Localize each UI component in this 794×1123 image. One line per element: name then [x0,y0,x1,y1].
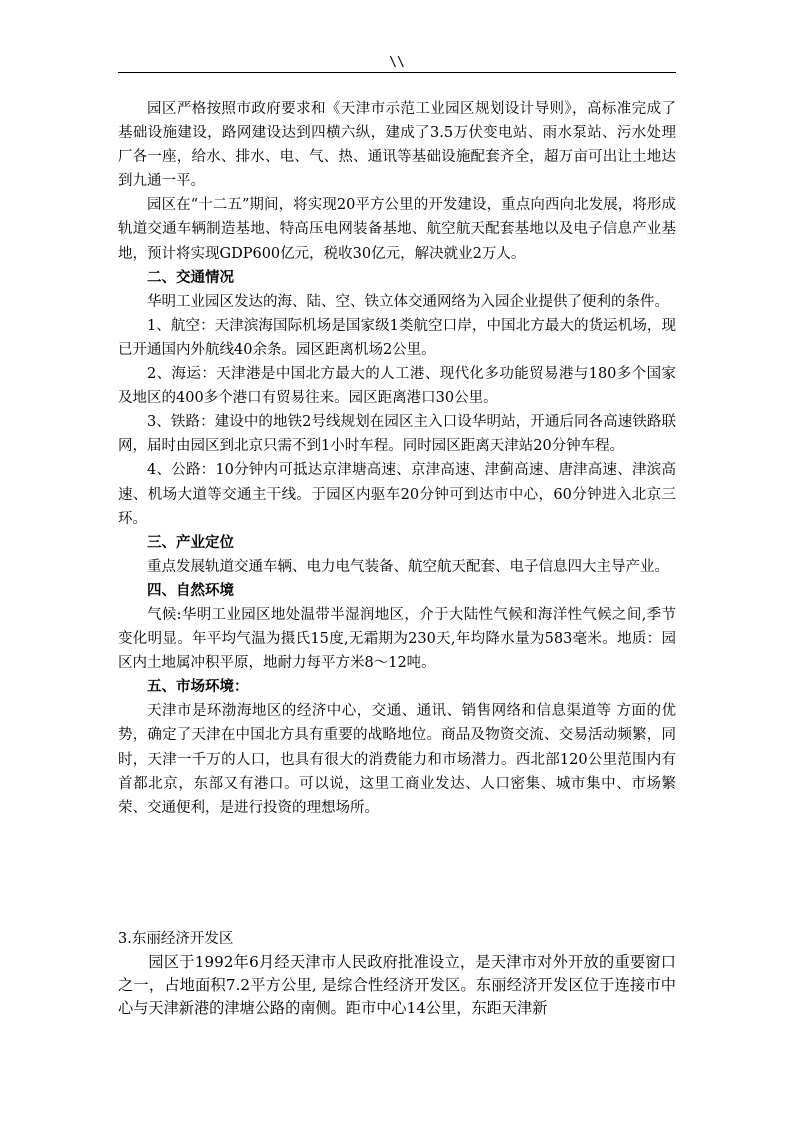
paragraph-market: 天津市是环渤海地区的经济中心，交通、通讯、销售网络和信息渠道等 方面的优势，确定了天津在中国北方具有重要的战略地位。商品及物资交流、交易活动频繁，同时，天津一千万的人口，也具有很大的消费能力和市场潜力。西北部120公里范围内有首都北京，东部又有港口。可以说，这里工商业发达、人口密集、城市集中、市场繁荣、交通便利，是进行投资的理想场所。 [118,703,676,816]
section-dongli [118,929,676,1021]
heading-industry: 三、产业定位 [147,534,234,551]
paragraph-aviation: 1、航空：天津滨海国际机场是国家级1类航空口岸，中国北方最大的货运机场，现已开通国内外航线40余条。园区距离机场2公里。 [118,317,676,358]
heading-environment: 四、自然环境 [147,582,234,599]
heading-transportation: 二、交通情况 [147,269,234,286]
paragraph-shipping: 2、海运：天津港是中国北方最大的人工港、现代化多功能贸易港与180多个国家及地区的400多个港口有贸易往来。园区距离港口30公里。 [118,366,676,407]
heading-market: 五、市场环境： [147,679,249,696]
paragraph-infrastructure: 园区严格按照市政府要求和《天津市示范工业园区规划设计导则》，高标准完成了基础设施建设，路网建设达到四横六纵，建成了3.5万伏变电站、雨水泵站、污水处理厂各一座，给水、排水、电、气、热、通讯等基础设施配套齐全，超万亩可出让土地达到九通一平。 [118,101,676,190]
paragraph-railway: 3、铁路：建设中的地铁2号线规划在园区主入口设华明站，开通后同各高速铁路联网，届时由园区到北京只需不到1小时车程。同时园区距离天津站20分钟车程。 [118,414,676,455]
document-body [118,97,676,820]
section-title: 3.东丽经济开发区 [118,931,234,947]
paragraph-dongli: 园区于1992年6月经天津市人民政府批准设立，是天津市对外开放的重要窗口之一，占地面积7.2平方公里, 是综合性经济开发区。东丽经济开发区位于连接市中心与天津新港的津塘公路的南侧。距市中心14公里，东距天津新 [118,953,676,1018]
paragraph-environment: 气候:华明工业园区地处温带半湿润地区，介于大陆性气候和海洋性气候之间,季节变化明显。年平均气温为摄氏15度,无霜期为230天,年均降水量为583毫米。地质：园区内土地属冲积平原，地耐力每平方米8～12吨。 [118,606,676,672]
paragraph-industry: 重点发展轨道交通车辆、电力电气装备、航空航天配套、电子信息四大主导产业。 [147,558,669,575]
paragraph-development-plan: 园区在“十二五”期间，将实现20平方公里的开发建设，重点向西向北发展，将形成轨道交通车辆制造基地、特高压电网装备基地、航空航天配套基地以及电子信息产业基地，预计将实现GDP600亿元，税收30亿元，解决就业2万人。 [118,197,676,262]
page-header: \\ [389,55,405,70]
paragraph-transport-intro: 华明工业园区发达的海、陆、空、铁立体交通网络为入园企业提供了便利的条件。 [147,293,669,310]
paragraph-highway: 4、公路：10分钟内可抵达京津塘高速、京津高速、津蓟高速、唐津高速、津滨高速、机场大道等交通主干线。于园区内驱车20分钟可到达市中心，60分钟进入北京三环。 [118,462,676,527]
header-rule [118,72,676,73]
